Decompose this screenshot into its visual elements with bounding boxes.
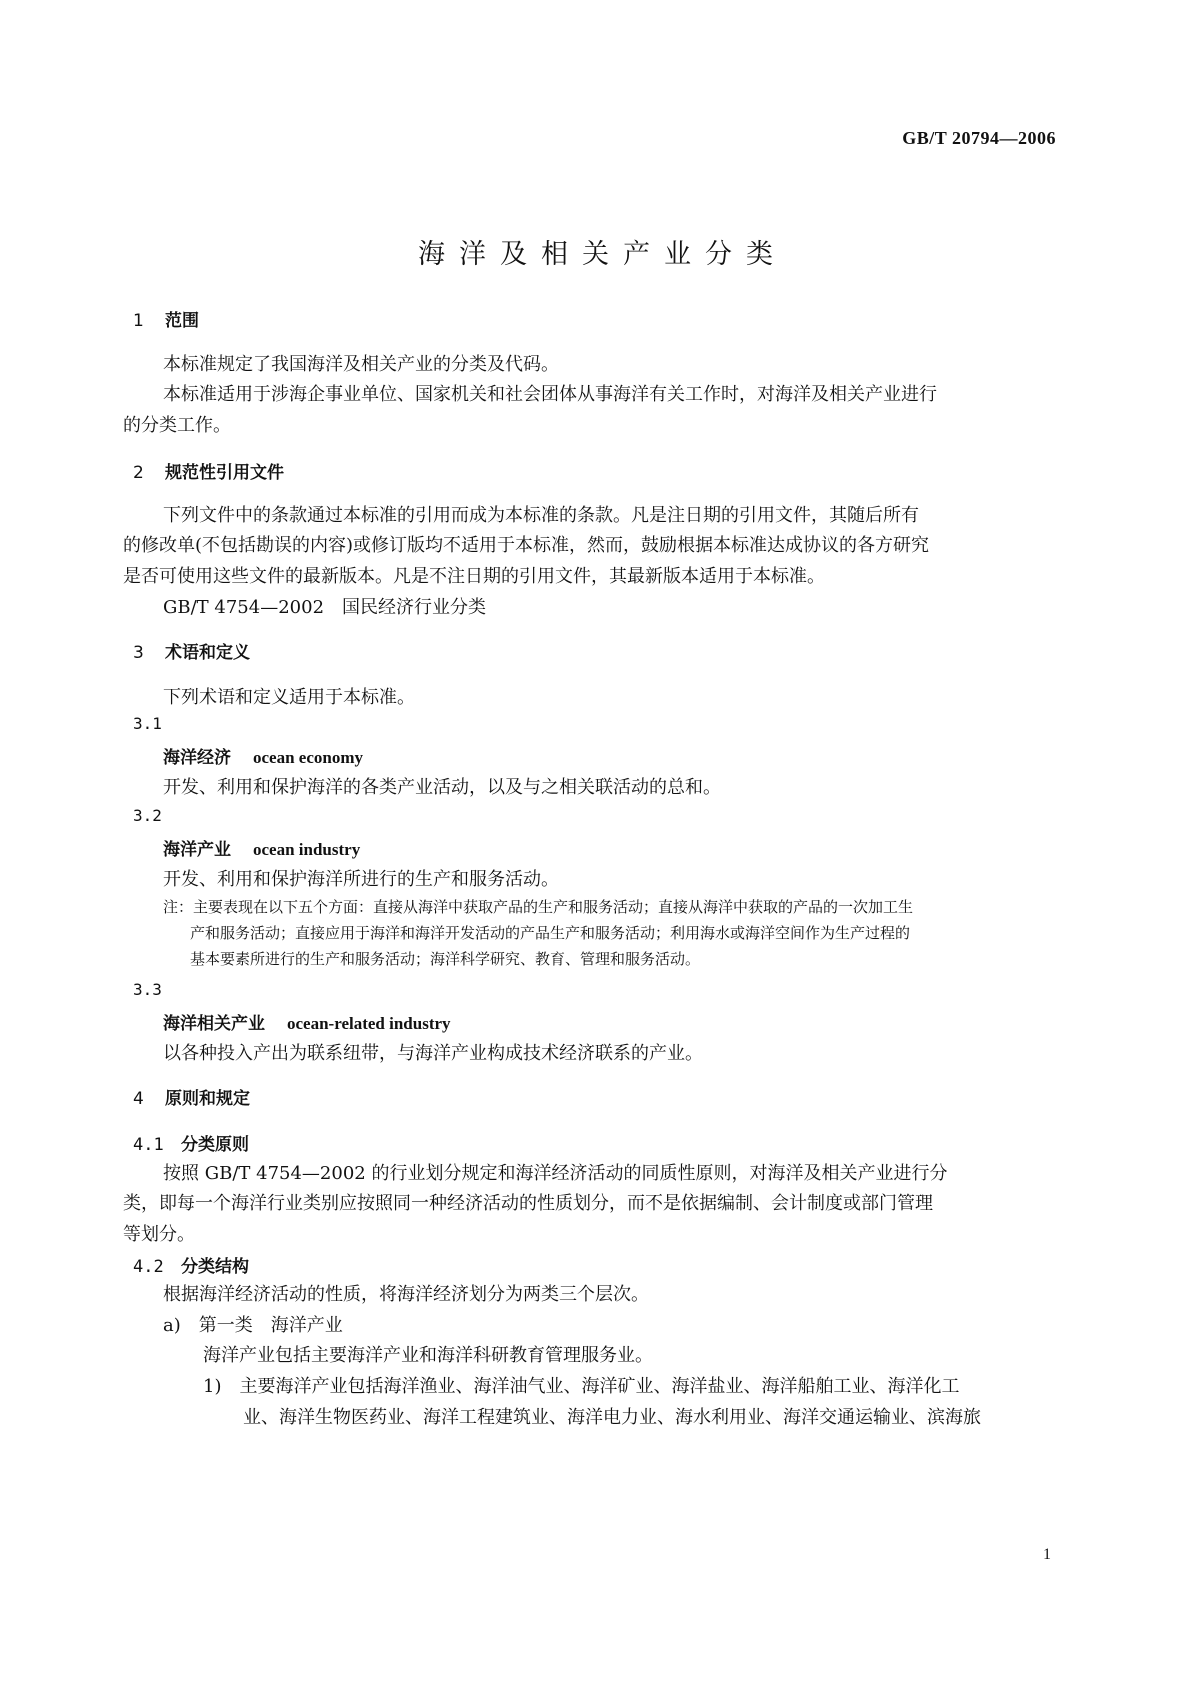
note: 产和服务活动；直接应用于海洋和海洋开发活动的产品生产和服务活动；利用海水或海洋空间作为生产过程的 [190, 924, 911, 942]
section-1-heading [133, 306, 199, 331]
section-3-heading [133, 638, 250, 663]
term-cn: 海洋相关产业 [163, 1014, 265, 1034]
subsection-title: 分类结构 [181, 1257, 249, 1277]
section-number: 2 [133, 463, 144, 483]
term-en: ocean economy [253, 748, 364, 767]
subsection-number: 4.1 [133, 1135, 164, 1155]
standard-number: GB/T 20794—2006 [902, 128, 1056, 148]
list-item-1-continued: 业、海洋生物医药业、海洋工程建筑业、海洋电力业、海水利用业、海洋交通运输业、滨海旅 [243, 1407, 981, 1428]
paragraph: 是否可使用这些文件的最新版本。凡是不注日期的引用文件，其最新版本适用于本标准。 [123, 566, 825, 587]
subsection-number: 4.2 [133, 1257, 164, 1277]
paragraph: 本标准规定了我国海洋及相关产业的分类及代码。 [163, 354, 559, 375]
term-en: ocean industry [253, 840, 361, 859]
document-title: 海洋及相关产业分类 [418, 239, 787, 270]
section-title: 术语和定义 [165, 643, 250, 663]
section-number: 4 [133, 1089, 144, 1109]
section-number: 3 [133, 643, 144, 663]
term-3-3 [163, 1009, 451, 1034]
section-title: 范围 [165, 311, 199, 331]
paragraph: 按照 GB/T 4754—2002 的行业划分规定和海洋经济活动的同质性原则，对海洋及相关产业进行分 [163, 1163, 948, 1184]
term-en: ocean-related industry [287, 1014, 451, 1033]
list-item-1: 1) 主要海洋产业包括海洋渔业、海洋油气业、海洋矿业、海洋盐业、海洋船舶工业、海洋化工 [203, 1376, 960, 1397]
term-number: 3.2 [133, 806, 162, 825]
term-definition: 开发、利用和保护海洋的各类产业活动，以及与之相关联活动的总和。 [163, 777, 721, 798]
term-number: 3.3 [133, 980, 162, 999]
term-definition: 开发、利用和保护海洋所进行的生产和服务活动。 [163, 869, 559, 890]
paragraph: 类，即每一个海洋行业类别应按照同一种经济活动的性质划分，而不是依据编制、会计制度或部门管理 [123, 1193, 933, 1214]
term-cn: 海洋产业 [163, 840, 231, 860]
subsection-4-1-heading [133, 1130, 249, 1155]
term-number: 3.1 [133, 714, 162, 733]
section-number: 1 [133, 311, 144, 331]
paragraph: 下列文件中的条款通过本标准的引用而成为本标准的条款。凡是注日期的引用文件，其随后所有 [163, 505, 919, 526]
term-3-1 [163, 743, 363, 768]
note: 基本要素所进行的生产和服务活动；海洋科学研究、教育、管理和服务活动。 [190, 950, 701, 968]
section-title: 规范性引用文件 [165, 463, 284, 483]
paragraph: 本标准适用于涉海企事业单位、国家机关和社会团体从事海洋有关工作时，对海洋及相关产业进行 [163, 384, 937, 405]
paragraph: 等划分。 [123, 1224, 195, 1245]
paragraph: 的修改单(不包括勘误的内容)或修订版均不适用于本标准，然而，鼓励根据本标准达成协议的各方研究 [123, 535, 930, 556]
term-cn: 海洋经济 [163, 748, 231, 768]
paragraph: 下列术语和定义适用于本标准。 [163, 687, 415, 708]
section-title: 原则和规定 [165, 1089, 250, 1109]
note: 注：主要表现在以下五个方面：直接从海洋中获取产品的生产和服务活动；直接从海洋中获取的产品的一次加工生 [163, 898, 914, 916]
list-item-a: a) 第一类 海洋产业 [163, 1315, 343, 1336]
term-definition: 以各种投入产出为联系纽带，与海洋产业构成技术经济联系的产业。 [163, 1043, 703, 1064]
paragraph: 根据海洋经济活动的性质，将海洋经济划分为两类三个层次。 [163, 1284, 649, 1305]
normative-reference: GB/T 4754—2002 国民经济行业分类 [163, 597, 487, 618]
section-2-heading [133, 458, 284, 483]
term-3-2 [163, 835, 360, 860]
subsection-4-2-heading [133, 1252, 249, 1277]
subsection-title: 分类原则 [181, 1135, 249, 1155]
page-number: 1 [1043, 1546, 1051, 1563]
paragraph: 海洋产业包括主要海洋产业和海洋科研教育管理服务业。 [203, 1345, 653, 1366]
section-4-heading [133, 1084, 250, 1109]
paragraph: 的分类工作。 [123, 415, 231, 436]
